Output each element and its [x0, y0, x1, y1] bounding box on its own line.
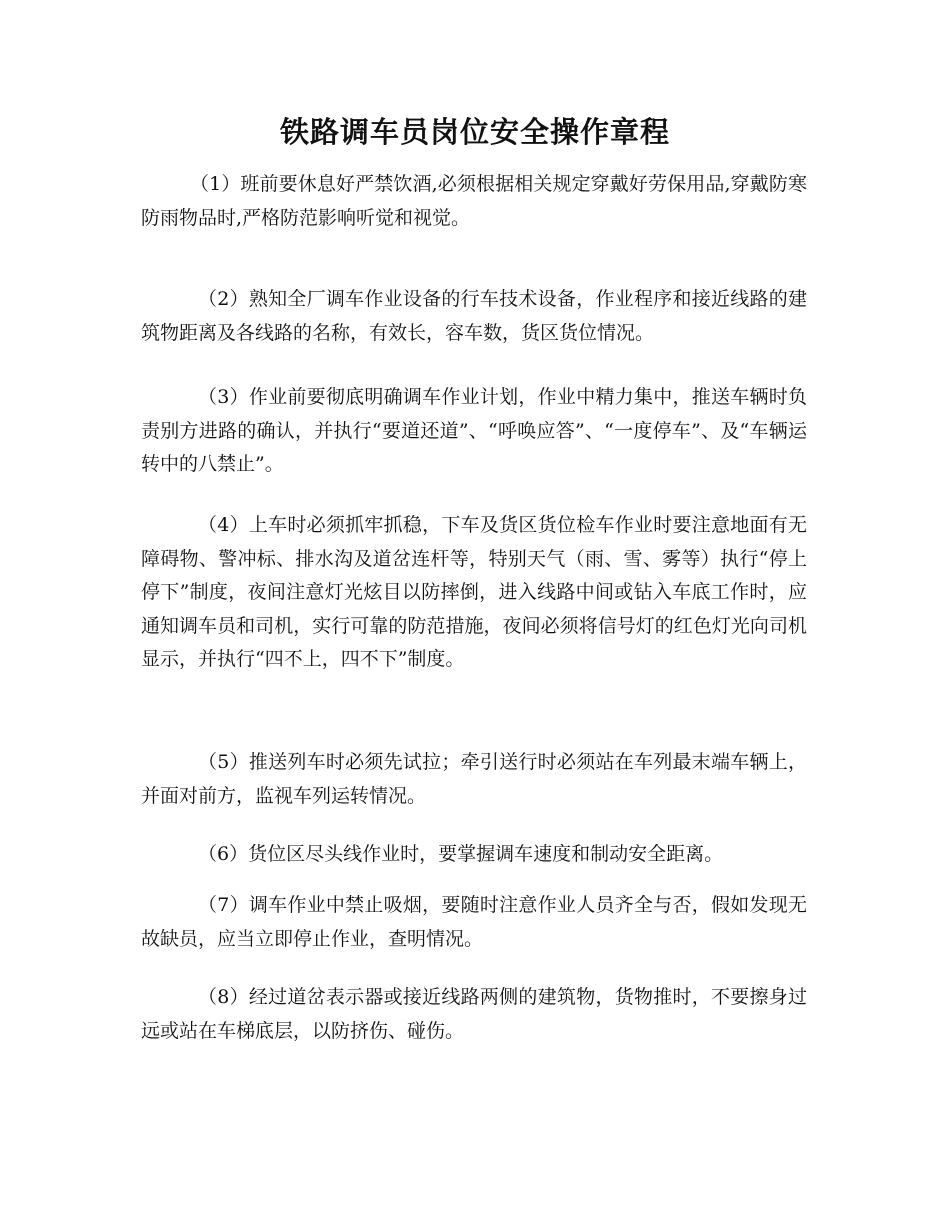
- paragraph-7: （7）调车作业中禁止吸烟，要随时注意作业人员齐全与否，假如发现无故缺员，应当立即停止作业，查明情况。: [141, 894, 807, 950]
- paragraph-3: （3）作业前要彻底明确调车作业计划，作业中精力集中，推送车辆时负责别方进路的确认，并执行“要道还道”、“呼唤应答”、“一度停车”、及“车辆运转中的八禁止”。: [141, 386, 807, 475]
- paragraph-6: （6）货位区尽头线作业时，要掌握调车速度和制动安全距离。: [198, 843, 724, 865]
- paragraph-4: （4）上车时必须抓牢抓稳，下车及货区货位检车作业时要注意地面有无障碍物、警冲标、排水沟及道岔连杆等，特别天气（雨、雪、雾等）执行“停上停下”制度，夜间注意灯光炫目以防摔倒，进入线路中间或钻入车底工作时，应通知调车员和司机，实行可靠的防范措施，夜间必须将信号灯的红色灯光向司机显示，并执行“四不上，四不下”制度。: [141, 514, 807, 670]
- paragraph-8: （8）经过道岔表示器或接近线路两侧的建筑物，货物推时，不要擦身过远或站在车梯底层，以防挤伤、碰伤。: [141, 986, 807, 1042]
- document-title: 铁路调车员岗位安全操作章程: [279, 115, 670, 149]
- paragraph-1: （1）班前要休息好严禁饮酒,必须根据相关规定穿戴好劳保用品,穿戴防寒防雨物品时,严格防范影响听觉和视觉。: [141, 173, 807, 229]
- paragraph-5: （5）推送列车时必须先试拉；牵引送行时必须站在车列最末端车辆上，并面对前方，监视车列运转情况。: [141, 751, 807, 807]
- paragraph-2: （2）熟知全厂调车作业设备的行车技术设备，作业程序和接近线路的建筑物距离及各线路的名称，有效长，容车数，货区货位情况。: [141, 288, 807, 344]
